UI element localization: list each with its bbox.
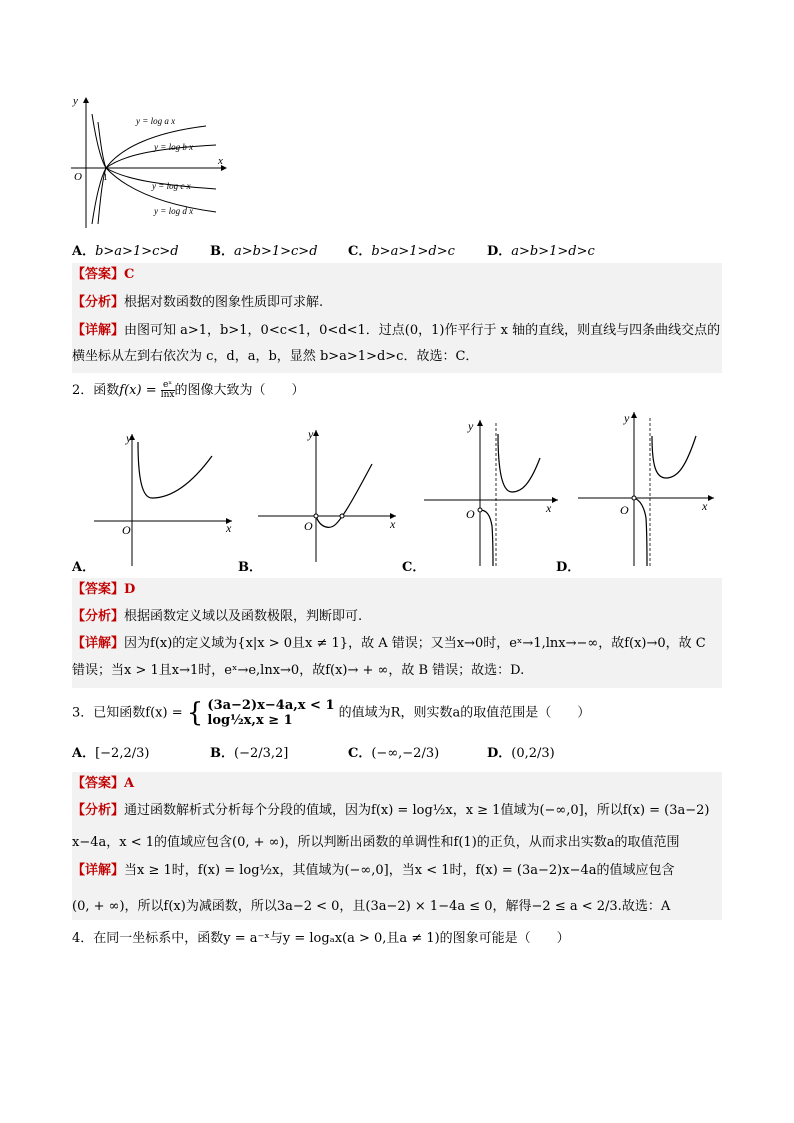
q3-piece-1: (3a−2)x−4a,x < 1 xyxy=(207,698,335,713)
q1-label-x: x xyxy=(218,155,223,167)
q1-detail-line-2: 横坐标从左到右依次为 c，d，a，b，显然 b>a>1>d>c．故选：C． xyxy=(72,349,479,364)
q3-detail-line-2: (0, + ∞)，所以f(x)为减函数，所以3a−2 < 0，且(3a−2) × 1−4a ≤ 0，解得−2 ≤ a < 2/3.故选：A xyxy=(72,899,671,914)
svg-text:x: x xyxy=(226,521,232,535)
q1-label-curve-a: y = log a x xyxy=(136,116,176,126)
q2-a-curve xyxy=(138,442,212,498)
q1-option-b[interactable]: B．a>b>1>c>d xyxy=(210,244,318,259)
q2-c-curve-left xyxy=(480,510,493,566)
svg-text:y: y xyxy=(624,411,630,425)
q2-option-c[interactable]: C． xyxy=(402,560,426,575)
svg-text:O: O xyxy=(620,503,629,517)
q3-analysis-line-1: 【分析】通过函数解析式分析每个分段的值域，因为f(x) = log½x，x ≥ 1值域为(−∞,0]，所以f(x) = (3a−2) xyxy=(72,803,710,818)
q1-curve-d xyxy=(98,122,216,212)
q2-graph-a xyxy=(90,428,240,570)
svg-text:O: O xyxy=(466,507,475,521)
svg-text:y: y xyxy=(308,427,314,441)
q2-graph-c xyxy=(422,414,572,570)
q2-option-a[interactable]: A． xyxy=(72,560,96,575)
q1-label-y: y xyxy=(73,95,78,107)
q3-option-b[interactable]: B．(−2/3,2] xyxy=(210,746,289,761)
q2-stem-fraction: $\frac{\text{eˣ}}{\ln x}$ xyxy=(160,380,175,400)
q1-option-d[interactable]: D．a>b>1>d>c xyxy=(487,244,595,259)
q2-option-b[interactable]: B． xyxy=(238,560,262,575)
q1-label-curve-b: y = log b x xyxy=(154,142,194,152)
q3-option-d[interactable]: D．(0,2/3) xyxy=(487,746,555,761)
svg-text:O: O xyxy=(122,523,131,537)
q1-option-c[interactable]: C．b>a>1>d>c xyxy=(348,244,455,259)
q3-piece-2: log½x,x ≥ 1 xyxy=(207,713,293,728)
q3-option-a[interactable]: A．[−2,2/3) xyxy=(72,746,150,761)
q1-label-origin: O xyxy=(74,171,82,183)
q2-d-curve-left xyxy=(634,498,647,566)
q3-detail-line-1: 【详解】当x ≥ 1时，f(x) = log½x，其值域为(−∞,0]，当x < 1时，f(x) = (3a−2)x−4a的值域应包含 xyxy=(72,863,675,878)
q2-detail-line-2: 错误；当x > 1且x→1时，eˣ→e,lnx→0，故f(x)→ + ∞，故 B 错误；故选：D. xyxy=(72,663,525,678)
q1-answer-line: 【答案】C xyxy=(72,267,135,282)
q2-c-curve-right xyxy=(498,434,540,492)
q3-option-c[interactable]: C．(−∞,−2/3) xyxy=(348,746,440,761)
svg-text:x: x xyxy=(702,499,708,513)
q2-stem: 2．函数f(x) = $\frac{\text{eˣ}}{\ln x}$ 的图像大致为（ ） xyxy=(72,380,305,400)
q1-detail-line-1: 【详解】由图可知 a>1，b>1，0<c<1，0<d<1．过点(0，1)作平行于 x 轴的直线，则直线与四条曲线交点的 xyxy=(72,323,721,338)
q2-b-curve xyxy=(316,464,372,527)
q1-label-one: 1 xyxy=(103,172,108,182)
q1-analysis-line: 【分析】根据对数函数的图象性质即可求解. xyxy=(72,295,324,310)
q4-stem: 4．在同一坐标系中，函数y = a⁻ˣ与y = logₐx(a > 0,且a ≠ 1)的图象可能是（ ） xyxy=(72,931,570,946)
svg-text:x: x xyxy=(546,501,552,515)
q1-label-curve-c: y = log c x xyxy=(152,181,191,191)
q3-pieces xyxy=(207,698,334,728)
q2-d-curve-right xyxy=(652,436,696,478)
svg-text:O: O xyxy=(304,519,313,533)
q2-graph-b xyxy=(256,424,406,566)
svg-text:x: x xyxy=(390,517,396,531)
q3-brace: { xyxy=(186,698,204,728)
q1-label-curve-d: y = log d x xyxy=(154,206,194,216)
q3-analysis-line-2: x−4a，x < 1的值域应包含(0, + ∞)，所以判断出函数的单调性和f(1)的正负，从而求出实数a的取值范围 xyxy=(72,835,680,850)
svg-text:y: y xyxy=(126,431,132,445)
q2-option-d[interactable]: D． xyxy=(556,560,581,575)
svg-text:y: y xyxy=(468,419,474,433)
q3-stem: 3．已知函数f(x) = { (3a−2)x−4a,x < 1 log½x,x ≥ 1 的值域为R，则实数a的取值范围是（ ） xyxy=(72,698,591,728)
q3-answer-line: 【答案】A xyxy=(72,776,135,791)
q2-graph-d xyxy=(576,406,726,570)
q1-log-graph xyxy=(66,92,236,232)
q2-analysis-line: 【分析】根据函数定义域以及函数极限，判断即可. xyxy=(72,609,363,624)
q2-detail-line-1: 【详解】因为f(x)的定义域为{x|x > 0且x ≠ 1}，故 A 错误；又当x→0时，eˣ→1,lnx→−∞，故f(x)→0，故 C xyxy=(72,636,706,651)
q2-answer-line: 【答案】D xyxy=(72,582,136,597)
q1-option-a[interactable]: A．b>a>1>c>d xyxy=(72,244,179,259)
